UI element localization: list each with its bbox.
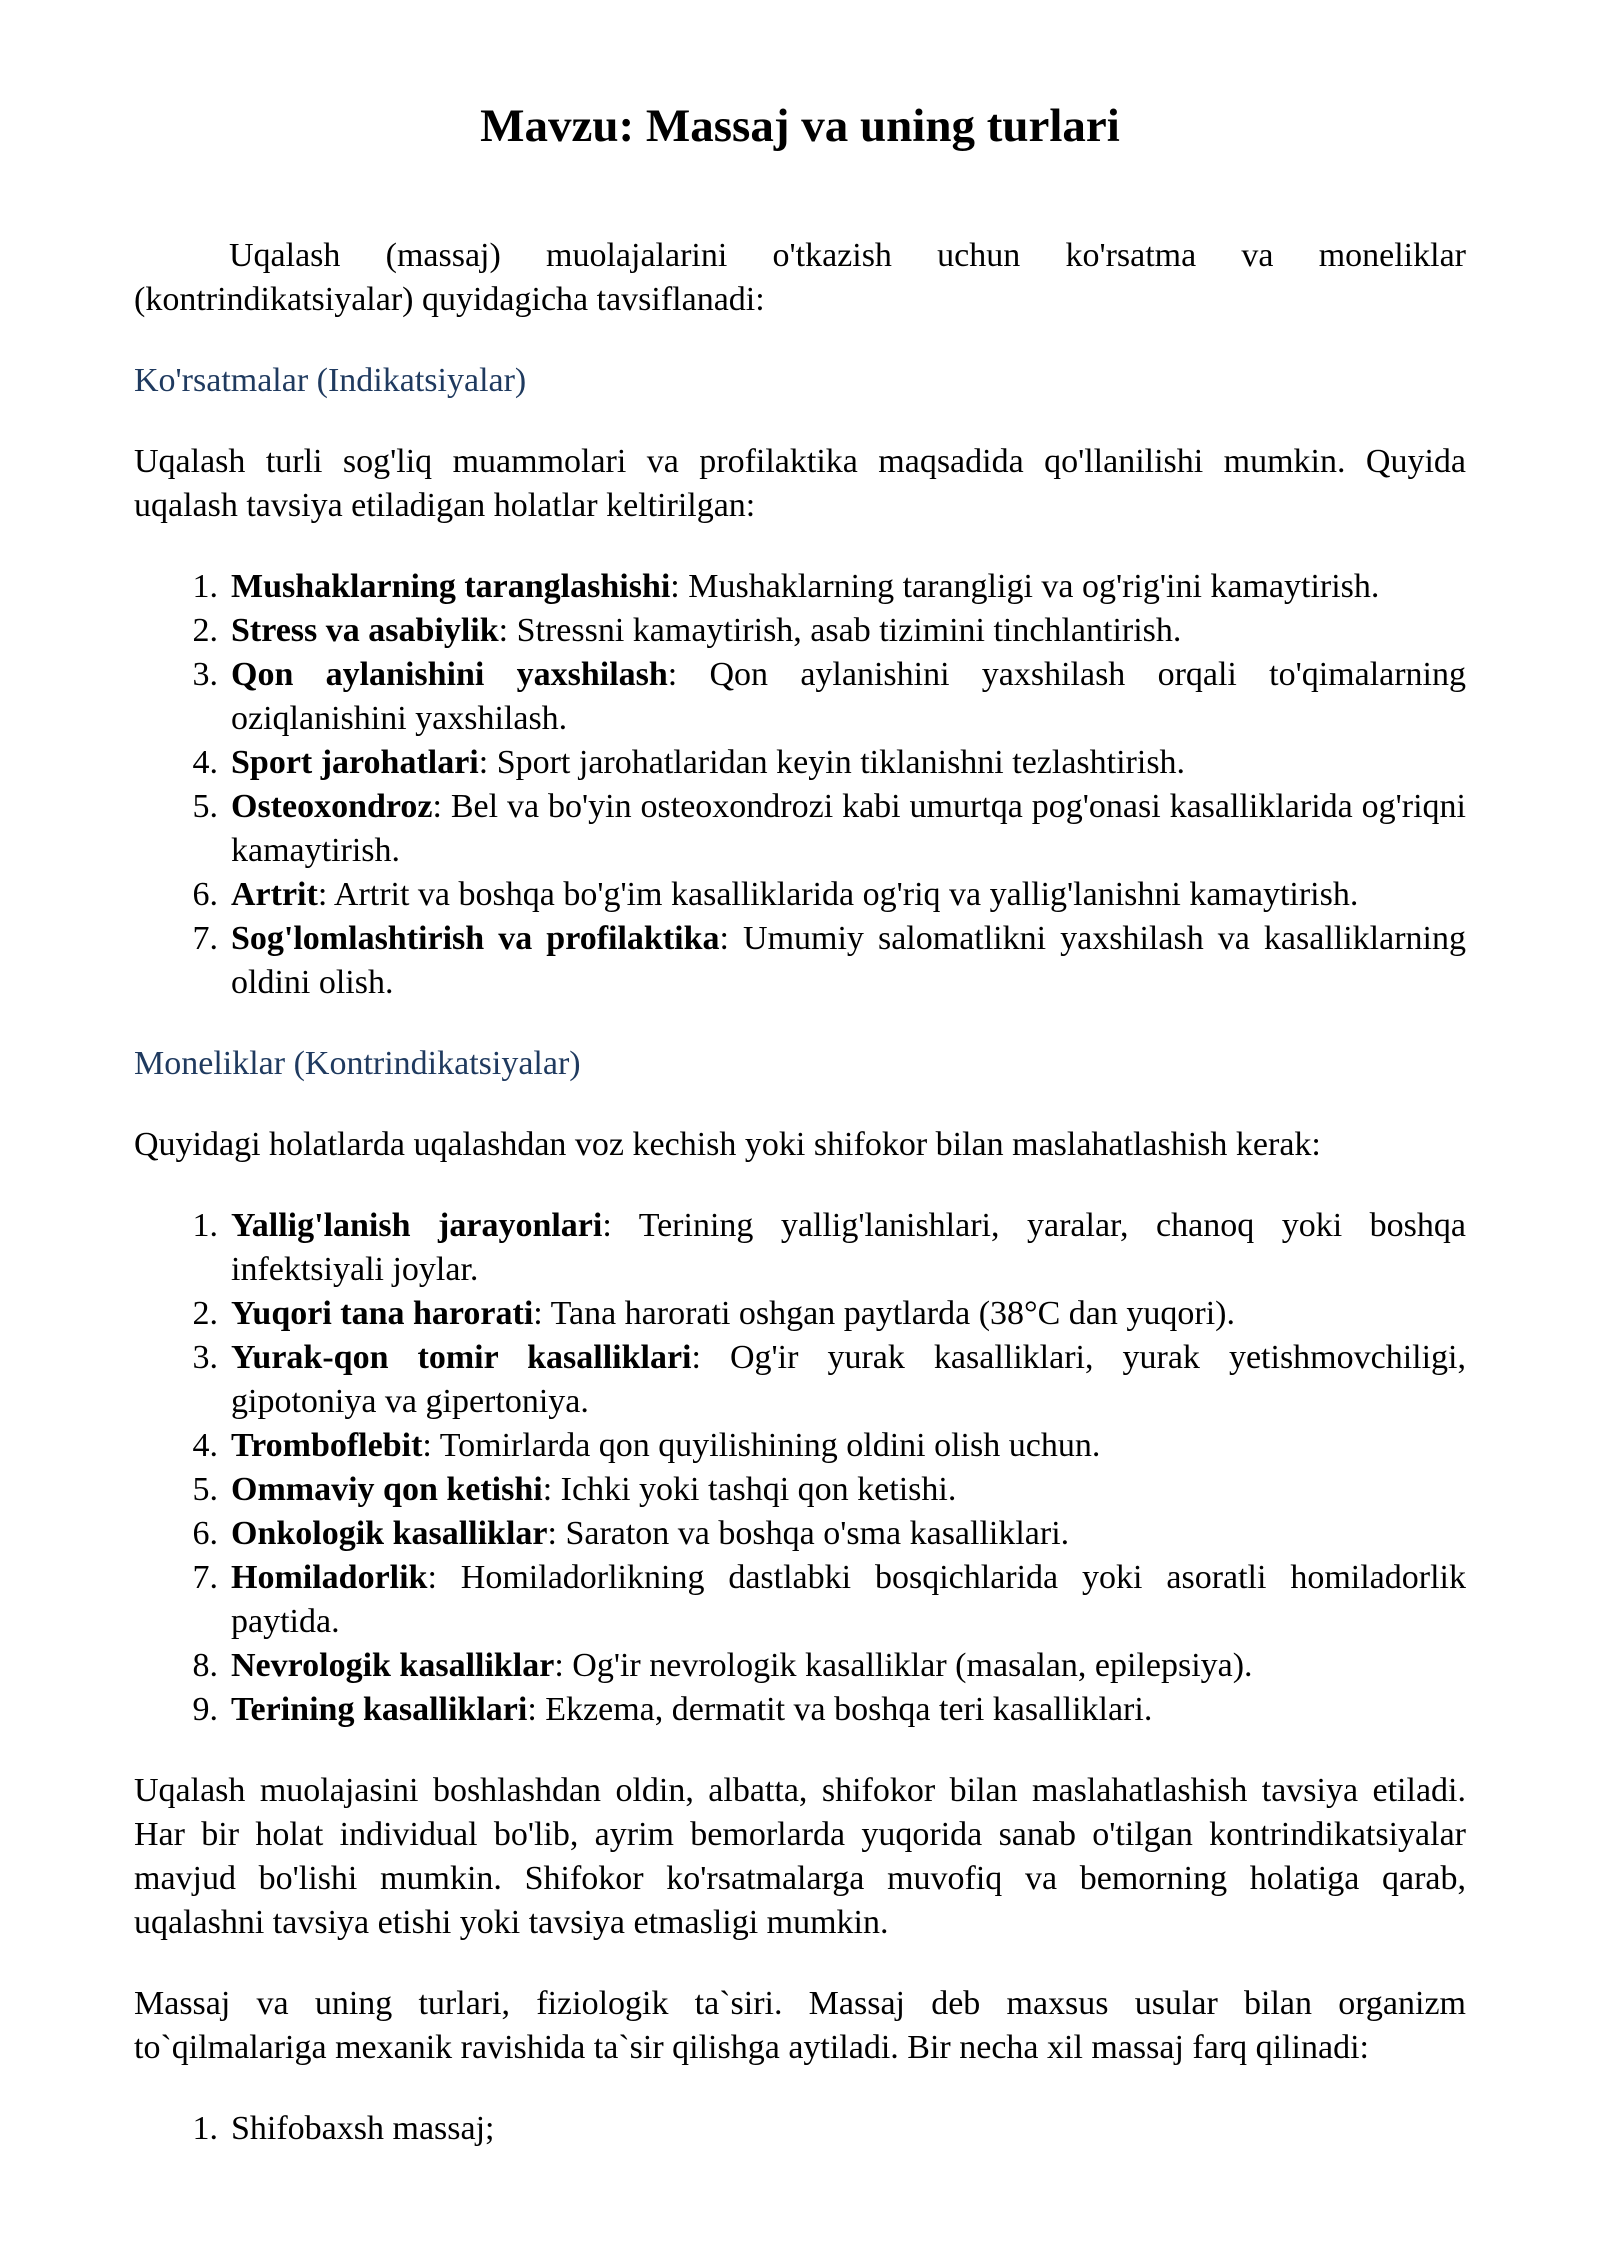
list-item: 7. Sog'lomlashtirish va profilaktika: Umumiy salomatlikni yaxshilash va kasalliklarning oldini olish. — [192, 920, 1466, 1001]
massage-types-list — [134, 2107, 1466, 2151]
indications-lead: Uqalash turli sog'liq muammolari va profilaktika maqsadida qo'llanilishi mumkin. Quyida uqalash tavsiya etiladigan holatlar keltirilgan: — [134, 443, 1466, 524]
list-item: 6. Artrit: Artrit va boshqa bo'g'im kasalliklarida og'riq va yallig'lanishni kamaytirish. — [192, 876, 1359, 913]
page-title: Mavzu: Massaj va uning turlari — [480, 100, 1120, 152]
list-item: 3. Qon aylanishini yaxshilash: Qon aylanishini yaxshilash orqali to'qimalarning oziqlanishini yaxshilash. — [192, 656, 1466, 737]
types-lead: Massaj va uning turlari, fiziologik ta`siri. Massaj deb maxsus usular bilan organizm to`qilmalariga mexanik ravishida ta`sir qilishga aytiladi. Bir necha xil massaj farq qilinadi: — [134, 1985, 1466, 2066]
list-item: 4. Sport jarohatlari: Sport jarohatlaridan keyin tiklanishni tezlashtirish. — [192, 744, 1186, 781]
list-item: 5. Ommaviy qon ketishi: Ichki yoki tashqi qon ketishi. — [192, 1471, 957, 1508]
list-item: 5. Osteoxondroz: Bel va bo'yin osteoxondrozi kabi umurtqa pog'onasi kasalliklarida og'riqni kamaytirish. — [192, 788, 1466, 869]
contraindications-lead: Quyidagi holatlarda uqalashdan voz kechish yoki shifokor bilan maslahatlashish kerak: — [134, 1126, 1321, 1163]
list-item: 8. Nevrologik kasalliklar: Og'ir nevrologik kasalliklar (masalan, epilepsiya). — [192, 1647, 1253, 1684]
list-item: 9. Terining kasalliklari: Ekzema, dermatit va boshqa teri kasalliklari. — [192, 1691, 1153, 1728]
indications-heading: Ko'rsatmalar (Indikatsiyalar) — [134, 362, 527, 399]
list-item: 2. Stress va asabiylik: Stressni kamaytirish, asab tizimini tinchlantirish. — [192, 612, 1182, 649]
contraindications-heading: Moneliklar (Kontrindikatsiyalar) — [134, 1045, 581, 1082]
list-item: 1. Yallig'lanish jarayonlari: Terining yallig'lanishlari, yaralar, chanoq yoki boshqa infektsiyali joylar. — [192, 1207, 1466, 1288]
list-item: 4. Tromboflebit: Tomirlarda qon quyilishining oldini olish uchun. — [192, 1427, 1101, 1464]
list-item: 1. Shifobaxsh massaj; — [192, 2110, 495, 2147]
indications-list — [134, 565, 1466, 1005]
contraindications-list — [134, 1204, 1466, 1732]
list-item: 6. Onkologik kasalliklar: Saraton va boshqa o'sma kasalliklari. — [192, 1515, 1070, 1552]
conclusion-paragraph: Uqalash muolajasini boshlashdan oldin, albatta, shifokor bilan maslahatlashish tavsiya etiladi. Har bir holat individual bo'lib, ayrim bemorlarda yuqorida sanab o'tilgan kontrindikatsiyalar mavjud bo'lishi mumkin. Shifokor ko'rsatmalarga muvofiq va bemorning holatiga qarab, uqalashni tavsiya etishi yoki tavsiya etmasligi mumkin. — [134, 1772, 1466, 1941]
list-item: 7. Homiladorlik: Homiladorlikning dastlabki bosqichlarida yoki asoratli homiladorlik paytida. — [192, 1559, 1466, 1640]
list-item: 2. Yuqori tana harorati: Tana harorati oshgan paytlarda (38°C dan yuqori). — [192, 1295, 1235, 1332]
intro-paragraph: Uqalash (massaj) muolajalarini o'tkazish uchun ko'rsatma va moneliklar (kontrindikatsiyalar) quyidagicha tavsiflanadi: — [134, 237, 1466, 318]
list-item: 1. Mushaklarning taranglashishi: Mushaklarning tarangligi va og'rig'ini kamaytirish. — [192, 568, 1380, 605]
list-item: 3. Yurak-qon tomir kasalliklari: Og'ir yurak kasalliklari, yurak yetishmovchiligi, gipotoniya va gipertoniya. — [192, 1339, 1466, 1420]
